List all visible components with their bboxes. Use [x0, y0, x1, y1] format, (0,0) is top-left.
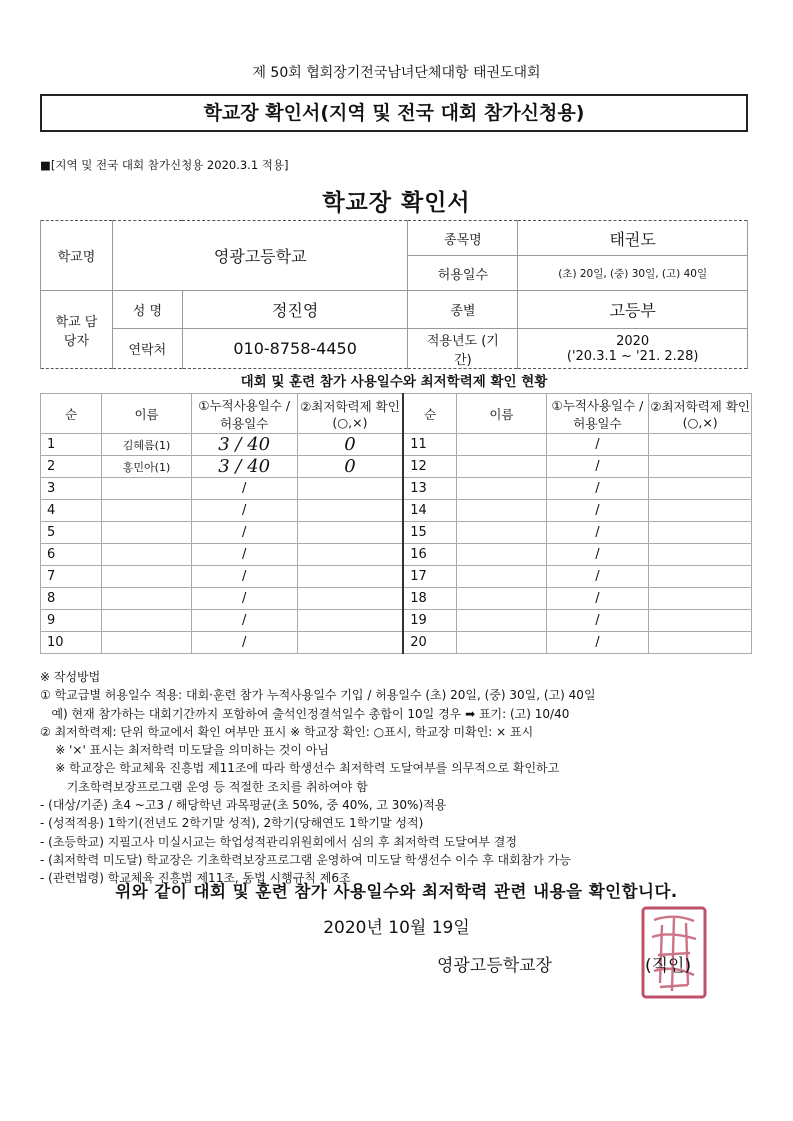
table-row — [41, 434, 752, 456]
note-line: - (관련법령) 학교체육 진흥법 제11조, 동법 시행규칙 제6조 — [40, 871, 351, 886]
table-row — [41, 610, 752, 632]
row-number: 2 — [41, 456, 102, 478]
cumulative-days: / — [191, 610, 297, 632]
note-line: - (초등학교) 지필고사 미실시교는 학업성적관리위원회에서 심의 후 최저학력 도달여부 결정 — [40, 834, 517, 849]
academic-check — [649, 632, 752, 654]
academic-check — [649, 500, 752, 522]
table-row — [41, 478, 752, 500]
manager-name: 정진영 — [182, 291, 408, 329]
table-row — [41, 500, 752, 522]
cumulative-days: / — [546, 610, 649, 632]
row-number: 16 — [403, 544, 457, 566]
student-name — [457, 522, 546, 544]
allowed-days-label: 허용일수 — [408, 256, 518, 291]
student-name — [102, 632, 191, 654]
academic-check — [649, 610, 752, 632]
cumulative-days: / — [191, 500, 297, 522]
sport-label: 종목명 — [408, 221, 518, 256]
cumulative-days: / — [191, 522, 297, 544]
row-number: 6 — [41, 544, 102, 566]
academic-check: 0 — [297, 456, 403, 478]
cumulative-days: / — [546, 500, 649, 522]
principal-signature: 영광고등학교장 — [437, 956, 552, 976]
student-name — [102, 566, 191, 588]
note-line: - (성적적용) 1학기(전년도 2학기말 성적), 2학기(당해연도 1학기말 성적) — [40, 816, 424, 831]
row-number: 20 — [403, 632, 457, 654]
academic-check — [297, 632, 403, 654]
row-number: 13 — [403, 478, 457, 500]
student-name — [457, 500, 546, 522]
note-line: ※ '×' 표시는 최저학력 미도달을 의미하는 것이 아님 — [40, 743, 329, 758]
academic-check — [649, 588, 752, 610]
academic-check — [297, 566, 403, 588]
table-row — [41, 632, 752, 654]
cumulative-days: / — [546, 522, 649, 544]
name-label: 성 명 — [112, 291, 182, 329]
cumulative-days: / — [191, 478, 297, 500]
contact-value: 010-8758-4450 — [182, 329, 408, 369]
division-value: 고등부 — [518, 291, 748, 329]
row-number: 5 — [41, 522, 102, 544]
col-name-header: 이름 — [102, 394, 191, 434]
student-name — [102, 610, 191, 632]
row-number: 15 — [403, 522, 457, 544]
writing-instructions — [40, 668, 752, 888]
student-name — [457, 632, 546, 654]
seal-label: (직인) — [645, 956, 692, 976]
student-name — [457, 544, 546, 566]
form-applicability-note: ■[지역 및 전국 대회 참가신청용 2020.3.1 적용] — [40, 158, 289, 172]
cumulative-days: / — [546, 434, 649, 456]
col-seq-header: 순 — [41, 394, 102, 434]
allowed-days-value: (초) 20일, (중) 30일, (고) 40일 — [518, 256, 748, 291]
col-days-header: ①누적사용일수 /허용일수 — [191, 394, 297, 434]
academic-check — [297, 478, 403, 500]
academic-check — [649, 544, 752, 566]
col-days-header: ①누적사용일수 /허용일수 — [546, 394, 649, 434]
student-name — [102, 478, 191, 500]
form-box-title: 학교장 확인서(지역 및 전국 대회 참가신청용) — [40, 94, 748, 132]
student-name — [457, 610, 546, 632]
note-line: 기초학력보장프로그램 운영 등 적절한 조치를 취하여야 함 — [40, 779, 368, 794]
status-section-title: 대회 및 훈련 참가 사용일수와 최저학력제 확인 현황 — [240, 374, 548, 390]
row-number: 9 — [41, 610, 102, 632]
table-row — [41, 544, 752, 566]
row-number: 19 — [403, 610, 457, 632]
student-name — [457, 566, 546, 588]
contact-label: 연락처 — [112, 329, 182, 369]
row-number: 18 — [403, 588, 457, 610]
cumulative-days: / — [546, 456, 649, 478]
academic-check — [297, 522, 403, 544]
row-number: 4 — [41, 500, 102, 522]
col-academic-header: ②최저학력제 확인(○,×) — [649, 394, 752, 434]
cumulative-days: / — [546, 478, 649, 500]
table-row — [41, 566, 752, 588]
student-name: 김혜름(1) — [102, 434, 191, 456]
note-line: ※ 학교장은 학교체육 진흥법 제11조에 따라 학생선수 최저학력 도달여부를 의무적으로 확인하고 — [40, 761, 560, 776]
student-name — [102, 588, 191, 610]
academic-check — [649, 478, 752, 500]
row-number: 14 — [403, 500, 457, 522]
school-name: 영광고등학교 — [112, 221, 408, 291]
cumulative-days: / — [191, 544, 297, 566]
academic-check — [649, 456, 752, 478]
participation-status-table — [40, 393, 752, 654]
table-row — [41, 588, 752, 610]
student-name — [102, 522, 191, 544]
academic-check — [297, 500, 403, 522]
academic-check — [649, 566, 752, 588]
cumulative-days: / — [191, 588, 297, 610]
cumulative-days: / — [546, 588, 649, 610]
cumulative-days: 3 / 40 — [191, 456, 297, 478]
row-number: 12 — [403, 456, 457, 478]
year-period: ('20.3.1 ~ '21. 2.28) — [566, 348, 699, 364]
note-line: ① 학교급별 허용일수 적용: 대회·훈련 참가 누적사용일수 기입 / 허용일수 (초) 20일, (중) 30일, (고) 40일 — [40, 688, 596, 703]
student-name — [457, 456, 546, 478]
row-number: 1 — [41, 434, 102, 456]
sport-value: 태권도 — [518, 221, 748, 256]
table-row — [41, 456, 752, 478]
row-number: 3 — [41, 478, 102, 500]
cumulative-days: / — [191, 566, 297, 588]
year: 2020 — [616, 333, 650, 349]
col-seq-header: 순 — [403, 394, 457, 434]
col-academic-header: ②최저학력제 확인(○,×) — [297, 394, 403, 434]
academic-check: 0 — [297, 434, 403, 456]
cumulative-days: / — [546, 632, 649, 654]
form-title: 학교장 확인서 — [322, 190, 471, 216]
school-label: 학교명 — [41, 221, 113, 291]
student-name: 홍민아(1) — [102, 456, 191, 478]
note-line: - (최저학력 미도달) 학교장은 기초학력보장프로그램 운영하여 미도달 학생선수 이수 후 대회참가 가능 — [40, 852, 571, 867]
student-name — [102, 544, 191, 566]
year-value — [518, 329, 748, 369]
cumulative-days: / — [546, 544, 649, 566]
row-number: 11 — [403, 434, 457, 456]
student-name — [457, 434, 546, 456]
student-name — [457, 478, 546, 500]
manager-label: 학교 담당자 — [41, 291, 113, 369]
academic-check — [297, 588, 403, 610]
issue-date: 2020년 10월 19일 — [323, 918, 470, 938]
row-number: 10 — [41, 632, 102, 654]
student-name — [457, 588, 546, 610]
note-line: 예) 현재 참가하는 대회기간까지 포함하여 출석인정결석일수 총합이 10일 경우 ➡ 표기: (고) 10/40 — [40, 706, 570, 721]
school-info-table — [40, 220, 748, 369]
cumulative-days: 3 / 40 — [191, 434, 297, 456]
note-line: ② 최저학력제: 단위 학교에서 확인 여부만 표시 ※ 학교장 확인: ○표시, 학교장 미확인: × 표시 — [40, 724, 534, 739]
notes-heading: ※ 작성방법 — [40, 670, 101, 684]
division-label: 종별 — [408, 291, 518, 329]
row-number: 8 — [41, 588, 102, 610]
confirmation-statement: 위와 같이 대회 및 훈련 참가 사용일수와 최저학력 관련 내용을 확인합니다. — [115, 882, 678, 901]
note-line: - (대상/기준) 초4 ~고3 / 해당학년 과목평균(초 50%, 중 40%, 고 30%)적용 — [40, 798, 447, 813]
table-row — [41, 522, 752, 544]
academic-check — [649, 522, 752, 544]
academic-check — [649, 434, 752, 456]
cumulative-days: / — [546, 566, 649, 588]
year-label: 적용년도 (기간) — [408, 329, 518, 369]
academic-check — [297, 610, 403, 632]
academic-check — [297, 544, 403, 566]
student-name — [102, 500, 191, 522]
col-name-header: 이름 — [457, 394, 546, 434]
event-title: 제 50회 협회장기전국남녀단체대항 태권도대회 — [252, 65, 541, 81]
cumulative-days: / — [191, 632, 297, 654]
row-number: 7 — [41, 566, 102, 588]
row-number: 17 — [403, 566, 457, 588]
